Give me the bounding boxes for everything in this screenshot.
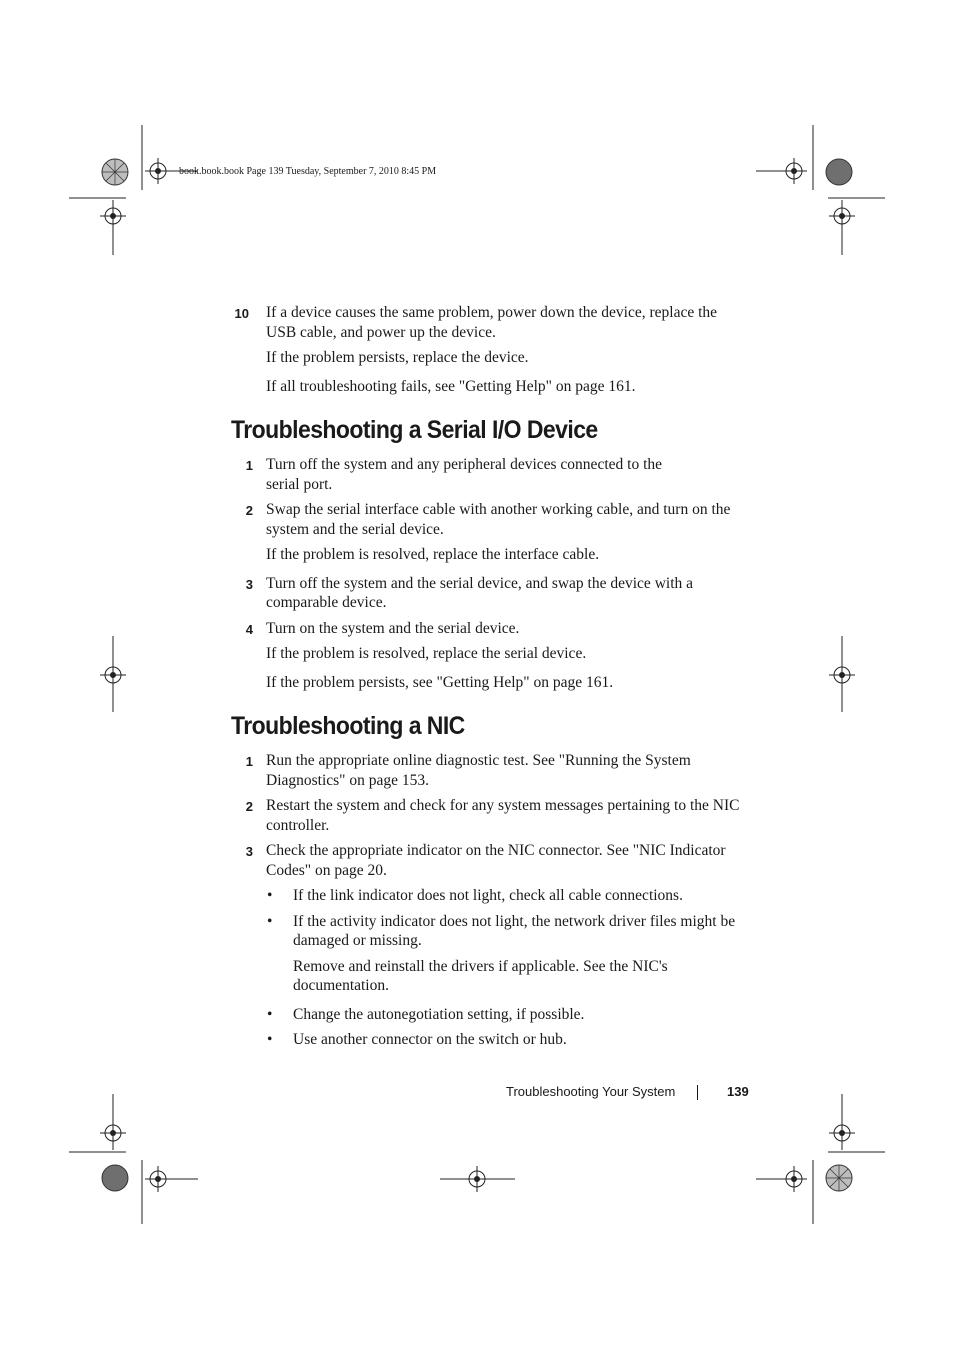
step-number: 4 [245,621,253,637]
bullet-icon: • [267,1031,273,1048]
step-10 [231,303,751,342]
footer-separator [697,1085,698,1100]
nic-step-3 [231,841,751,880]
bullet-icon: • [267,912,273,930]
step-text: Turn on the system and the serial device. [266,619,520,637]
bullet-text: Change the autonegotiation setting, if possible. [293,1005,585,1023]
section-title-nic: Troubleshooting a NIC [231,712,465,740]
bullet-text: If the link indicator does not light, check all cable connections. [293,887,683,904]
step-note: If all troubleshooting fails, see "Getting Help" on page 161. [266,377,636,395]
bullet-text: If the activity indicator does not light, the network driver files might be damaged or missing. [293,912,736,949]
nic-bullet [231,912,751,951]
step-number: 3 [245,844,253,859]
step-number: 1 [245,754,253,769]
nic-step-2 [231,796,751,835]
step-text: Check the appropriate indicator on the NIC connector. See "NIC Indicator Codes" on page 20. [266,842,726,879]
footer-chapter-title: Troubleshooting Your System [506,1084,676,1099]
bullet-note: Remove and reinstall the drivers if applicable. See the NIC's documentation. [293,957,668,994]
serial-step-3 [231,574,751,613]
step-text: Restart the system and check for any system messages pertaining to the NIC controller. [266,797,740,834]
step-note: If the problem is resolved, replace the interface cable. [266,546,600,563]
nic-bullet [231,886,751,906]
serial-step-4 [231,619,751,639]
bullet-icon: • [267,1005,273,1023]
bullet-icon: • [267,887,273,904]
step-number: 10 [234,306,249,321]
section-title-serial: Troubleshooting a Serial I/O Device [231,416,598,444]
step-text: If a device causes the same problem, power down the device, replace the USB cable, and power up the device. [266,304,718,341]
nic-bullet [231,1005,751,1025]
page-content [231,303,751,1056]
step-number: 2 [245,503,253,518]
bullet-text: Use another connector on the switch or hub. [293,1031,567,1048]
step-text: Turn off the system and the serial device, and swap the device with a comparable device. [266,574,693,611]
step-number: 3 [245,576,253,592]
step-number: 1 [245,458,253,473]
step-note: If the problem persists, replace the device. [266,349,529,366]
step-text: Turn off the system and any peripheral devices connected to the serial port. [266,456,662,493]
step-note: If the problem persists, see "Getting Help" on page 161. [266,673,614,691]
step-text: Swap the serial interface cable with another working cable, and turn on the system and the serial device. [266,501,731,538]
page-number: 139 [727,1084,749,1099]
serial-step-1 [231,455,751,494]
page-footer [506,1084,749,1099]
serial-step-2 [231,500,751,539]
step-note: If the problem is resolved, replace the serial device. [266,645,587,662]
step-text: Run the appropriate online diagnostic test. See "Running the System Diagnostics" on page 153. [266,752,691,789]
print-stamp: book.book.book Page 139 Tuesday, September 7, 2010 8:45 PM [179,166,437,177]
step-number: 2 [245,799,253,814]
nic-bullet [231,1030,751,1050]
nic-step-1 [231,751,751,790]
